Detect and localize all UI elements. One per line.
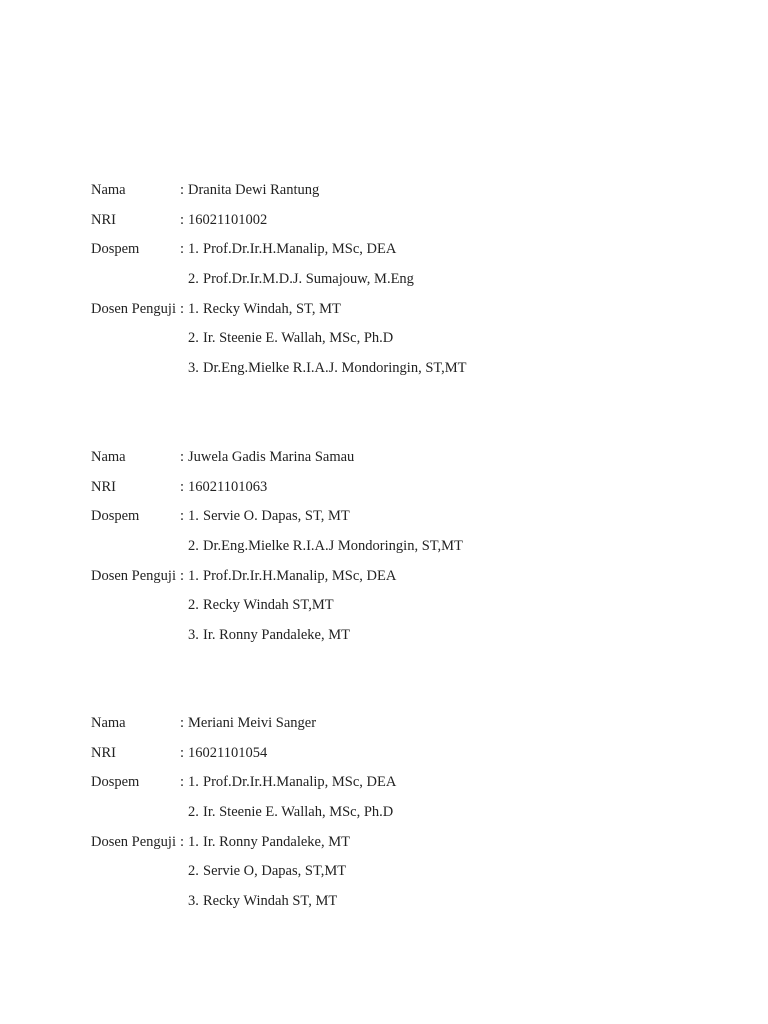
lecturer-name: Recky Windah, ST, MT	[203, 300, 341, 317]
lecturer-name: Recky Windah ST, MT	[203, 893, 338, 910]
penguji-label: Dosen Penguji	[91, 300, 176, 317]
lecturer-name: Prof.Dr.Ir.H.Manalip, MSc, DEA	[203, 241, 397, 258]
dospem-item	[188, 536, 463, 556]
lecturer-name: Ir. Ronny Pandaleke, MT	[203, 627, 350, 644]
penguji-item	[188, 832, 350, 852]
nri-row	[91, 743, 711, 773]
penguji-row-continued	[91, 891, 711, 921]
penguji-label: Dosen Penguji	[91, 567, 176, 584]
dospem-item	[188, 772, 396, 792]
nri-value: 16021101063	[188, 478, 268, 495]
dospem-row-continued	[91, 802, 711, 832]
item-number: 1.	[188, 833, 199, 850]
colon: :	[180, 182, 185, 198]
lecturer-name: Prof.Dr.Ir.M.D.J. Sumajouw, M.Eng	[203, 271, 414, 288]
penguji-item	[188, 566, 396, 586]
penguji-row-continued	[91, 595, 711, 625]
penguji-row	[91, 299, 711, 329]
dospem-row	[91, 506, 711, 536]
dospem-item	[188, 506, 350, 526]
item-number: 2.	[188, 538, 199, 555]
dospem-item	[188, 269, 414, 289]
lecturer-name: Prof.Dr.Ir.H.Manalip, MSc, DEA	[203, 774, 397, 791]
item-number: 2.	[188, 330, 199, 347]
item-number: 2.	[188, 271, 199, 288]
penguji-item	[188, 328, 393, 348]
lecturer-name: Dr.Eng.Mielke R.I.A.J. Mondoringin, ST,MT	[203, 360, 467, 377]
lecturer-name: Servie O, Dapas, ST,MT	[203, 863, 347, 880]
dospem-row-continued	[91, 269, 711, 299]
lecturer-name: Recky Windah ST,MT	[203, 597, 334, 614]
dospem-row	[91, 772, 711, 802]
nama-value: Juwela Gadis Marina Samau	[188, 449, 355, 465]
lecturer-name: Servie O. Dapas, ST, MT	[203, 508, 350, 525]
student-record-2	[91, 447, 711, 655]
student-record-3	[91, 713, 711, 921]
penguji-row-continued	[91, 861, 711, 891]
penguji-row	[91, 566, 711, 596]
nama-value: Dranita Dewi Rantung	[188, 182, 320, 198]
item-number: 2.	[188, 804, 199, 821]
dospem-label: Dospem	[91, 774, 140, 791]
item-number: 1.	[188, 567, 199, 584]
penguji-item	[188, 358, 467, 378]
student-record-1	[91, 180, 711, 388]
item-number: 3.	[188, 893, 199, 910]
penguji-item	[188, 299, 341, 319]
nama-value: Meriani Meivi Sanger	[188, 715, 317, 731]
dospem-label: Dospem	[91, 241, 140, 258]
dospem-item	[188, 239, 396, 259]
nri-label: NRI	[91, 744, 116, 761]
nama-row	[91, 713, 711, 743]
penguji-item	[188, 891, 337, 911]
colon: :	[180, 715, 185, 731]
colon: :	[180, 449, 185, 465]
lecturer-name: Ir. Steenie E. Wallah, MSc, Ph.D	[203, 804, 394, 821]
nri-value: 16021101054	[188, 744, 268, 761]
dospem-item	[188, 802, 393, 822]
item-number: 1.	[188, 774, 199, 791]
lecturer-name: Prof.Dr.Ir.H.Manalip, MSc, DEA	[203, 567, 397, 584]
nri-row	[91, 477, 711, 507]
penguji-item	[188, 861, 346, 881]
penguji-item	[188, 625, 350, 645]
item-number: 2.	[188, 597, 199, 614]
colon: :	[180, 300, 185, 317]
dospem-row-continued	[91, 536, 711, 566]
colon: :	[180, 567, 185, 584]
dospem-label: Dospem	[91, 508, 140, 525]
item-number: 3.	[188, 360, 199, 377]
penguji-label: Dosen Penguji	[91, 833, 176, 850]
lecturer-name: Ir. Steenie E. Wallah, MSc, Ph.D	[203, 330, 394, 347]
penguji-item	[188, 595, 334, 615]
colon: :	[180, 744, 185, 761]
nama-label: Nama	[91, 715, 126, 731]
colon: :	[180, 774, 185, 791]
nama-row	[91, 180, 711, 210]
lecturer-name: Dr.Eng.Mielke R.I.A.J Mondoringin, ST,MT	[203, 538, 463, 555]
colon: :	[180, 211, 185, 228]
nri-value: 16021101002	[188, 211, 268, 228]
nri-row	[91, 210, 711, 240]
item-number: 2.	[188, 863, 199, 880]
item-number: 1.	[188, 300, 199, 317]
dospem-row	[91, 239, 711, 269]
colon: :	[180, 508, 185, 525]
penguji-row	[91, 832, 711, 862]
penguji-row-continued	[91, 625, 711, 655]
item-number: 3.	[188, 627, 199, 644]
colon: :	[180, 833, 185, 850]
penguji-row-continued	[91, 328, 711, 358]
colon: :	[180, 478, 185, 495]
lecturer-name: Ir. Ronny Pandaleke, MT	[203, 833, 350, 850]
nri-label: NRI	[91, 211, 116, 228]
nama-row	[91, 447, 711, 477]
colon: :	[180, 241, 185, 258]
nama-label: Nama	[91, 182, 126, 198]
item-number: 1.	[188, 241, 199, 258]
nama-label: Nama	[91, 449, 126, 465]
penguji-row-continued	[91, 358, 711, 388]
item-number: 1.	[188, 508, 199, 525]
nri-label: NRI	[91, 478, 116, 495]
